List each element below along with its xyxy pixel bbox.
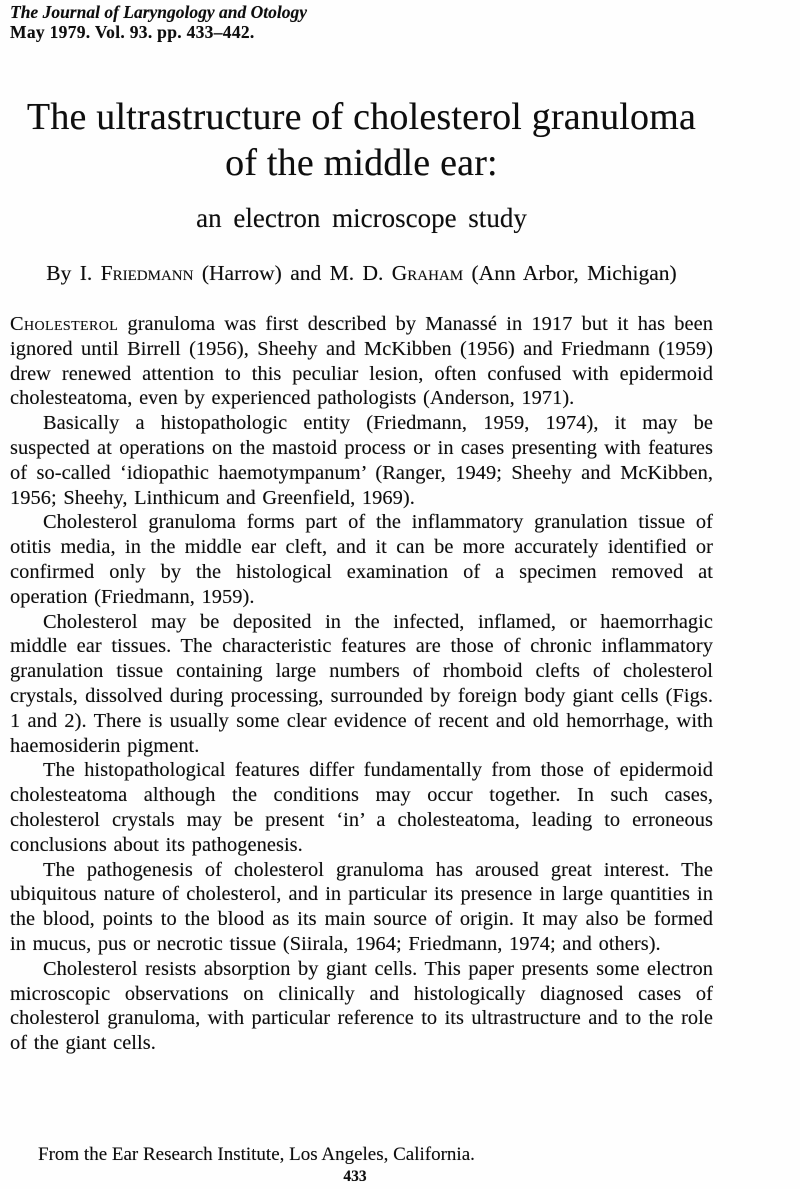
article-title (10, 94, 713, 186)
article-title-line-2: of the middle ear: (225, 142, 498, 184)
lead-word: Cholesterol (10, 313, 119, 335)
article-title-line-1: The ultrastructure of cholesterol granuloma (26, 96, 697, 138)
page-number: 433 (343, 1168, 367, 1185)
paragraph-4: Cholesterol may be deposited in the infected, inflamed, or haemorrhagic middle ear tissues. The characteristic features are those of chronic inflammatory granulation tissue containing large numbers of rhomboid clefts of cholesterol crystals, dissolved during processing, surrounded by foreign body giant cells (Figs. 1 and 2). There is usually some clear evidence of recent and old hemorrhage, with haemosiderin pigment. (10, 610, 713, 757)
journal-masthead (10, 3, 713, 42)
paragraph-2: Basically a histopathologic entity (Friedmann, 1959, 1974), it may be suspected at operations on the mastoid process or in cases presenting with features of so-called ‘idiopathic haemotympanum’ (Ranger, 1949; Sheehy and McKibben, 1956; Sheehy, Linthicum and Greenfield, 1969). (10, 412, 713, 509)
paragraph-6: The pathogenesis of cholesterol granuloma has aroused great interest. The ubiquitous nature of cholesterol, and in particular its presence in large quantities in the blood, points to the blood as its main source of origin. It may also be formed in mucus, pus or necrotic tissue (Siirala, 1964; Friedmann, 1974; and others). (10, 858, 713, 955)
paragraph-1-text: granuloma was first described by Manassé in 1917 but it has been ignored until Birrell (1956), Sheehy and McKibben (1956) and Friedmann (1959) drew renewed attention to this peculiar lesion, often confused with epidermoid cholesteatoma, even by experienced pathologists (Anderson, 1971). (10, 313, 713, 410)
paragraph-5: The histopathological features differ fundamentally from those of epidermoid cholesteatoma although the conditions may occur together. In such cases, cholesterol crystals may be present ‘in’ a cholesteatoma, leading to erroneous conclusions about its pathogenesis. (10, 759, 713, 856)
paragraph-1 (10, 312, 713, 411)
author-friedmann: Friedmann (100, 261, 194, 285)
footnote: From the Ear Research Institute, Los Angeles, California. (38, 1144, 475, 1165)
paragraph-3: Cholesterol granuloma forms part of the inflammatory granulation tissue of otitis media, in the middle ear cleft, and it can be more accurately identified or confirmed only by the histological examination of a specimen removed at operation (Friedmann, 1959). (10, 511, 713, 608)
byline (10, 261, 713, 286)
byline-suffix: (Ann Arbor, Michigan) (463, 261, 677, 285)
article-body (10, 312, 713, 1056)
byline-prefix: By I. (46, 261, 101, 285)
author-graham: Graham (391, 261, 464, 285)
article-subtitle: an electron microscope study (196, 203, 527, 233)
issue-info: May 1979. Vol. 93. pp. 433–442. (10, 21, 255, 42)
paragraph-7: Cholesterol resists absorption by giant cells. This paper presents some electron microscopic observations on clinically and histologically diagnosed cases of cholesterol granuloma, with particular reference to its ultrastructure and to the role of the giant cells. (10, 957, 713, 1055)
journal-name: The Journal of Laryngology and Otology (10, 2, 308, 22)
byline-connector: (Harrow) and M. D. (193, 261, 392, 285)
